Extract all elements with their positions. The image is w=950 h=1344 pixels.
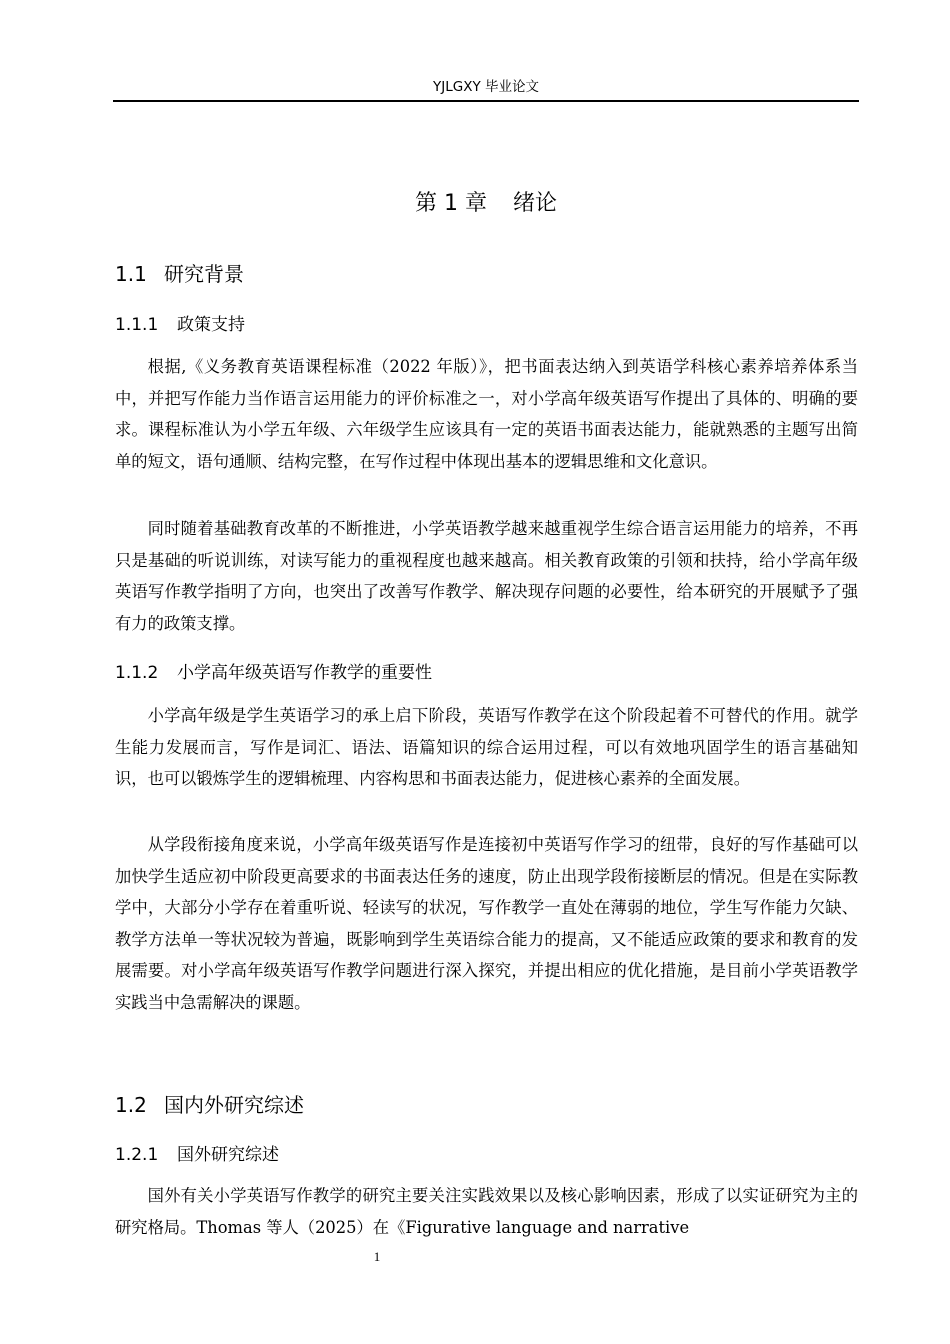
section-number: 1.1 [115,262,147,286]
paragraph: 根据,《义务教育英语课程标准（2022 年版）》，把书面表达纳入到英语学科核心素养培养体系当中，并把写作能力当作语言运用能力的评价标准之一，对小学高年级英语写作提出了具体的、明确的要求。课程标准认为小学五年级、六年级学生应该具有一定的英语书面表达能力，能就熟悉的主题写出简单的短文，语句通顺、结构完整，在写作过程中体现出基本的逻辑思维和文化意识。 [115,357,858,471]
chapter-number: 第 1 章 [415,191,487,216]
page-header: YJLGXY 毕业论文 [433,79,539,95]
subsection-number: 1.1.1 [115,315,159,335]
subsection-heading-1-1-2 [115,660,432,686]
section-title: 国内外研究综述 [164,1093,304,1117]
section-heading-1-2 [115,1090,304,1120]
section-heading-1-1 [115,259,244,289]
paragraph: 国外有关小学英语写作教学的研究主要关注实践效果以及核心影响因素，形成了以实证研究为主的研究格局。Thomas 等人（2025）在《Figurative language and narrative [115,1186,858,1237]
section-number: 1.2 [115,1093,147,1117]
subsection-number: 1.1.2 [115,663,159,683]
chapter-title [113,188,859,220]
paragraph: 同时随着基础教育改革的不断推进，小学英语教学越来越重视学生综合语言运用能力的培养，不再只是基础的听说训练，对读写能力的重视程度也越来越高。相关教育政策的引领和扶持，给小学高年级英语写作教学指明了方向，也突出了改善写作教学、解决现存问题的必要性，给本研究的开展赋予了强有力的政策支撑。 [115,519,858,633]
subsection-number: 1.2.1 [115,1145,159,1165]
subsection-title: 政策支持 [177,315,245,335]
subsection-heading-1-1-1 [115,312,245,338]
page-number: 1 [373,1249,381,1264]
subsection-title: 小学高年级英语写作教学的重要性 [177,663,432,683]
paragraph: 从学段衔接角度来说，小学高年级英语写作是连接初中英语写作学习的纽带，良好的写作基础可以加快学生适应初中阶段更高要求的书面表达任务的速度，防止出现学段衔接断层的情况。但是在实际教学中，大部分小学存在着重听说、轻读写的状况，写作教学一直处在薄弱的地位，学生写作能力欠缺、教学方法单一等状况较为普遍，既影响到学生英语综合能力的提高，又不能适应政策的要求和教育的发展需要。对小学高年级英语写作教学问题进行深入探究，并提出相应的优化措施，是目前小学英语教学实践当中急需解决的课题。 [115,835,858,1012]
subsection-title: 国外研究综述 [177,1145,279,1165]
paragraph: 小学高年级是学生英语学习的承上启下阶段，英语写作教学在这个阶段起着不可替代的作用。就学生能力发展而言，写作是词汇、语法、语篇知识的综合运用过程，可以有效地巩固学生的语言基础知识，也可以锻炼学生的逻辑梳理、内容构思和书面表达能力，促进核心素养的全面发展。 [115,706,858,788]
chapter-name: 绪论 [512,191,557,216]
section-title: 研究背景 [164,262,244,286]
header-rule [113,100,859,102]
subsection-heading-1-2-1 [115,1142,279,1168]
